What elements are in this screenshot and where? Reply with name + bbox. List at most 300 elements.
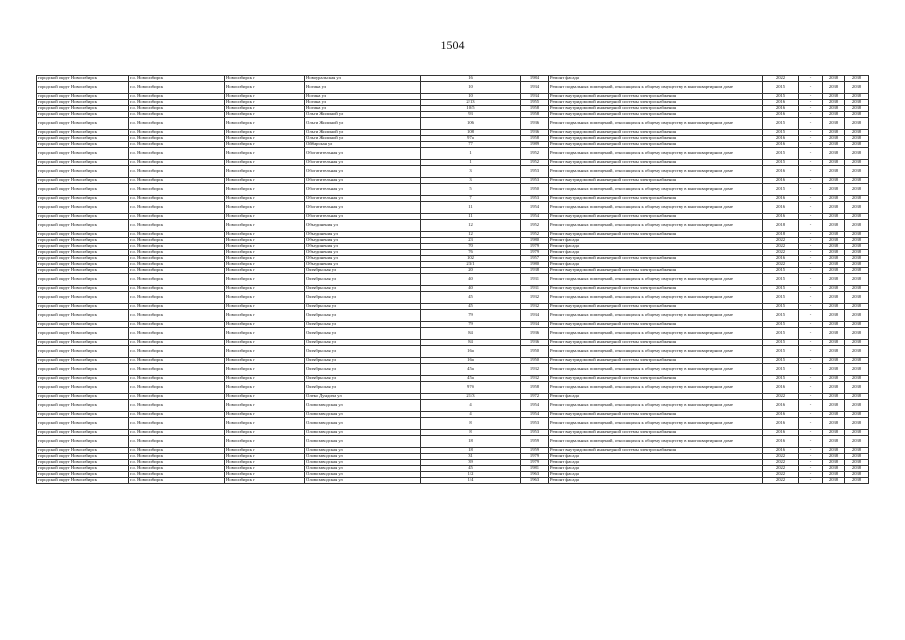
period-from-cell: 2038 <box>823 94 845 100</box>
work-type-cell: Ремонт внутридомовой инженерной системы электроснабжения <box>549 376 763 382</box>
house-number-cell: 31 <box>421 454 521 460</box>
municipality-cell: г.о. Новосибирск <box>129 136 225 142</box>
district-cell: городской округ Новосибирск <box>37 82 129 94</box>
work-type-cell: Ремонт фасада <box>549 244 763 250</box>
district-cell: городской округ Новосибирск <box>37 382 129 394</box>
year-built-cell: 1931 <box>521 286 549 292</box>
start-year-cell: 2016 <box>763 256 799 262</box>
start-year-cell: 2015 <box>763 310 799 322</box>
house-number-cell: 11 <box>421 214 521 220</box>
municipality-cell: г.о. Новосибирск <box>129 400 225 412</box>
table-row <box>37 274 869 286</box>
year-built-cell: 1953 <box>521 166 549 178</box>
table-row <box>37 184 869 196</box>
street-cell: Объединения ул <box>305 250 421 256</box>
year-built-cell: 1936 <box>521 328 549 340</box>
period-to-cell: 2038 <box>845 460 869 466</box>
house-number-cell: 40 <box>421 274 521 286</box>
municipality-cell: г.о. Новосибирск <box>129 100 225 106</box>
street-cell: Оловозаводская ул <box>305 400 421 412</box>
district-cell: городской округ Новосибирск <box>37 436 129 448</box>
house-number-cell: 1/2 <box>421 472 521 478</box>
dash-cell: - <box>799 130 823 136</box>
period-to-cell: 2038 <box>845 382 869 394</box>
street-cell: Ольги Жилиной ул <box>305 130 421 136</box>
year-built-cell: 1979 <box>521 250 549 256</box>
house-number-cell: 1 <box>421 148 521 160</box>
locality-cell: Новосибирск г <box>225 118 305 130</box>
table-row <box>37 148 869 160</box>
street-cell: Октябрьская ул <box>305 274 421 286</box>
year-built-cell: 1952 <box>521 160 549 166</box>
period-from-cell: 2038 <box>823 436 845 448</box>
period-to-cell: 2038 <box>845 412 869 418</box>
period-to-cell: 2038 <box>845 310 869 322</box>
period-to-cell: 2038 <box>845 160 869 166</box>
municipality-cell: г.о. Новосибирск <box>129 304 225 310</box>
district-cell: городской округ Новосибирск <box>37 478 129 484</box>
period-to-cell: 2038 <box>845 202 869 214</box>
work-type-cell: Ремонт подвальных помещений, относящихся к общему имуществу в многоквартирном доме <box>549 436 763 448</box>
period-from-cell: 2038 <box>823 418 845 430</box>
year-built-cell: 1958 <box>521 112 549 118</box>
period-from-cell: 2038 <box>823 358 845 364</box>
street-cell: Новоуральская ул <box>305 76 421 82</box>
municipality-cell: г.о. Новосибирск <box>129 244 225 250</box>
dash-cell: - <box>799 412 823 418</box>
street-cell: Обогатительная ул <box>305 160 421 166</box>
dash-cell: - <box>799 244 823 250</box>
start-year-cell: 2015 <box>763 118 799 130</box>
dash-cell: - <box>799 238 823 244</box>
municipality-cell: г.о. Новосибирск <box>129 340 225 346</box>
period-from-cell: 2038 <box>823 400 845 412</box>
year-built-cell: 1954 <box>521 202 549 214</box>
house-number-cell: 20 <box>421 268 521 274</box>
page-number: 1504 <box>440 38 465 52</box>
period-from-cell: 2038 <box>823 202 845 214</box>
dash-cell: - <box>799 322 823 328</box>
table-row <box>37 418 869 430</box>
municipality-cell: г.о. Новосибирск <box>129 82 225 94</box>
municipality-cell: г.о. Новосибирск <box>129 466 225 472</box>
dash-cell: - <box>799 100 823 106</box>
year-built-cell: 1979 <box>521 454 549 460</box>
house-number-cell: 45 <box>421 466 521 472</box>
period-to-cell: 2038 <box>845 304 869 310</box>
work-type-cell: Ремонт подвальных помещений, относящихся к общему имуществу в многоквартирном доме <box>549 400 763 412</box>
period-from-cell: 2038 <box>823 148 845 160</box>
house-number-cell: 1 <box>421 160 521 166</box>
district-cell: городской округ Новосибирск <box>37 136 129 142</box>
work-type-cell: Ремонт фасада <box>549 454 763 460</box>
locality-cell: Новосибирск г <box>225 292 305 304</box>
municipality-cell: г.о. Новосибирск <box>129 328 225 340</box>
locality-cell: Новосибирск г <box>225 454 305 460</box>
year-built-cell: 1979 <box>521 460 549 466</box>
start-year-cell: 2015 <box>763 148 799 160</box>
year-built-cell: 1958 <box>521 106 549 112</box>
locality-cell: Новосибирск г <box>225 418 305 430</box>
locality-cell: Новосибирск г <box>225 376 305 382</box>
house-number-cell: 3 <box>421 178 521 184</box>
period-from-cell: 2038 <box>823 244 845 250</box>
period-to-cell: 2038 <box>845 268 869 274</box>
work-type-cell: Ремонт внутридомовой инженерной системы электроснабжения <box>549 142 763 148</box>
period-to-cell: 2038 <box>845 76 869 82</box>
period-to-cell: 2038 <box>845 184 869 196</box>
locality-cell: Новосибирск г <box>225 166 305 178</box>
municipality-cell: г.о. Новосибирск <box>129 286 225 292</box>
work-type-cell: Ремонт внутридомовой инженерной системы электроснабжения <box>549 448 763 454</box>
start-year-cell: 2015 <box>763 376 799 382</box>
dash-cell: - <box>799 448 823 454</box>
period-from-cell: 2038 <box>823 196 845 202</box>
locality-cell: Новосибирск г <box>225 106 305 112</box>
house-number-cell: 23 <box>421 238 521 244</box>
period-to-cell: 2038 <box>845 448 869 454</box>
house-number-cell: 16а <box>421 346 521 358</box>
start-year-cell: 2022 <box>763 238 799 244</box>
district-cell: городской округ Новосибирск <box>37 166 129 178</box>
start-year-cell: 2022 <box>763 244 799 250</box>
locality-cell: Новосибирск г <box>225 238 305 244</box>
dash-cell: - <box>799 112 823 118</box>
house-number-cell: 18 <box>421 436 521 448</box>
period-to-cell: 2038 <box>845 472 869 478</box>
work-type-cell: Ремонт подвальных помещений, относящихся к общему имуществу в многоквартирном доме <box>549 292 763 304</box>
work-type-cell: Ремонт подвальных помещений, относящихся к общему имуществу в многоквартирном доме <box>549 184 763 196</box>
period-from-cell: 2038 <box>823 328 845 340</box>
street-cell: Оловозаводская ул <box>305 436 421 448</box>
municipality-cell: г.о. Новосибирск <box>129 196 225 202</box>
municipality-cell: г.о. Новосибирск <box>129 412 225 418</box>
period-to-cell: 2038 <box>845 376 869 382</box>
dash-cell: - <box>799 166 823 178</box>
period-from-cell: 2038 <box>823 214 845 220</box>
work-type-cell: Ремонт подвальных помещений, относящихся к общему имуществу в многоквартирном доме <box>549 328 763 340</box>
locality-cell: Новосибирск г <box>225 76 305 82</box>
year-built-cell: 1938 <box>521 268 549 274</box>
work-type-cell: Ремонт внутридомовой инженерной системы электроснабжения <box>549 256 763 262</box>
municipality-cell: г.о. Новосибирск <box>129 454 225 460</box>
locality-cell: Новосибирск г <box>225 328 305 340</box>
year-built-cell: 1932 <box>521 292 549 304</box>
start-year-cell: 2015 <box>763 130 799 136</box>
period-to-cell: 2038 <box>845 82 869 94</box>
municipality-cell: г.о. Новосибирск <box>129 220 225 232</box>
period-to-cell: 2038 <box>845 250 869 256</box>
street-cell: Оловозаводская ул <box>305 418 421 430</box>
start-year-cell: 2016 <box>763 142 799 148</box>
table-row <box>37 82 869 94</box>
year-built-cell: 1934 <box>521 310 549 322</box>
house-number-cell: 21/3 <box>421 394 521 400</box>
year-built-cell: 1934 <box>521 94 549 100</box>
work-type-cell: Ремонт подвальных помещений, относящихся к общему имуществу в многоквартирном доме <box>549 82 763 94</box>
house-number-cell: 7 <box>421 196 521 202</box>
period-to-cell: 2038 <box>845 118 869 130</box>
year-built-cell: 1959 <box>521 448 549 454</box>
district-cell: городской округ Новосибирск <box>37 328 129 340</box>
period-to-cell: 2038 <box>845 274 869 286</box>
district-cell: городской округ Новосибирск <box>37 256 129 262</box>
period-from-cell: 2038 <box>823 100 845 106</box>
locality-cell: Новосибирск г <box>225 262 305 268</box>
year-built-cell: 1980 <box>521 238 549 244</box>
year-built-cell: 1958 <box>521 382 549 394</box>
year-built-cell: 1980 <box>521 262 549 268</box>
period-to-cell: 2038 <box>845 244 869 250</box>
year-built-cell: 1989 <box>521 142 549 148</box>
start-year-cell: 2015 <box>763 82 799 94</box>
work-type-cell: Ремонт внутридомовой инженерной системы электроснабжения <box>549 136 763 142</box>
municipality-cell: г.о. Новосибирск <box>129 436 225 448</box>
municipality-cell: г.о. Новосибирск <box>129 106 225 112</box>
district-cell: городской округ Новосибирск <box>37 112 129 118</box>
dash-cell: - <box>799 286 823 292</box>
period-from-cell: 2038 <box>823 460 845 466</box>
period-to-cell: 2038 <box>845 232 869 238</box>
start-year-cell: 2016 <box>763 166 799 178</box>
street-cell: Октябрьская ул <box>305 358 421 364</box>
dash-cell: - <box>799 418 823 430</box>
table-row <box>37 202 869 214</box>
locality-cell: Новосибирск г <box>225 400 305 412</box>
street-cell: Ольги Жилиной ул <box>305 136 421 142</box>
house-number-cell: 84 <box>421 328 521 340</box>
street-cell: Ольги Жилиной ул <box>305 112 421 118</box>
locality-cell: Новосибирск г <box>225 250 305 256</box>
dash-cell: - <box>799 262 823 268</box>
dash-cell: - <box>799 142 823 148</box>
work-type-cell: Ремонт подвальных помещений, относящихся к общему имуществу в многоквартирном доме <box>549 310 763 322</box>
district-cell: городской округ Новосибирск <box>37 322 129 328</box>
year-built-cell: 1963 <box>521 472 549 478</box>
municipality-cell: г.о. Новосибирск <box>129 184 225 196</box>
dash-cell: - <box>799 82 823 94</box>
street-cell: Объединения ул <box>305 232 421 238</box>
work-type-cell: Ремонт подвальных помещений, относящихся к общему имуществу в многоквартирном доме <box>549 418 763 430</box>
dash-cell: - <box>799 460 823 466</box>
start-year-cell: 2015 <box>763 322 799 328</box>
house-number-cell: 10 <box>421 82 521 94</box>
house-number-cell: 16а <box>421 358 521 364</box>
dash-cell: - <box>799 94 823 100</box>
district-cell: городской округ Новосибирск <box>37 202 129 214</box>
dash-cell: - <box>799 256 823 262</box>
dash-cell: - <box>799 436 823 448</box>
locality-cell: Новосибирск г <box>225 130 305 136</box>
year-built-cell: 1950 <box>521 184 549 196</box>
start-year-cell: 2022 <box>763 76 799 82</box>
start-year-cell: 2016 <box>763 178 799 184</box>
period-to-cell: 2038 <box>845 148 869 160</box>
period-to-cell: 2038 <box>845 136 869 142</box>
street-cell: Оловозаводская ул <box>305 412 421 418</box>
street-cell: Октябрьская ул <box>305 340 421 346</box>
locality-cell: Новосибирск г <box>225 220 305 232</box>
municipality-cell: г.о. Новосибирск <box>129 202 225 214</box>
house-number-cell: 8 <box>421 430 521 436</box>
dash-cell: - <box>799 364 823 376</box>
locality-cell: Новосибирск г <box>225 196 305 202</box>
locality-cell: Новосибирск г <box>225 304 305 310</box>
year-built-cell: 1958 <box>521 136 549 142</box>
street-cell: Олеко Дундича ул <box>305 394 421 400</box>
street-cell: Обогатительная ул <box>305 148 421 160</box>
district-cell: городской округ Новосибирск <box>37 292 129 304</box>
district-cell: городской округ Новосибирск <box>37 400 129 412</box>
district-cell: городской округ Новосибирск <box>37 76 129 82</box>
street-cell: Октябрьская ул <box>305 328 421 340</box>
dash-cell: - <box>799 292 823 304</box>
period-from-cell: 2038 <box>823 472 845 478</box>
house-number-cell: 2/13 <box>421 100 521 106</box>
district-cell: городской округ Новосибирск <box>37 466 129 472</box>
municipality-cell: г.о. Новосибирск <box>129 448 225 454</box>
dash-cell: - <box>799 340 823 346</box>
locality-cell: Новосибирск г <box>225 268 305 274</box>
year-built-cell: 1952 <box>521 148 549 160</box>
work-type-cell: Ремонт внутридомовой инженерной системы электроснабжения <box>549 94 763 100</box>
street-cell: Октябрьская ул <box>305 364 421 376</box>
street-cell: Ольги Жилиной ул <box>305 118 421 130</box>
dash-cell: - <box>799 376 823 382</box>
district-cell: городской округ Новосибирск <box>37 286 129 292</box>
street-cell: Оловозаводская ул <box>305 478 421 484</box>
period-from-cell: 2038 <box>823 262 845 268</box>
work-type-cell: Ремонт внутридомовой инженерной системы электроснабжения <box>549 178 763 184</box>
district-cell: городской округ Новосибирск <box>37 196 129 202</box>
locality-cell: Новосибирск г <box>225 100 305 106</box>
dash-cell: - <box>799 214 823 220</box>
work-type-cell: Ремонт внутридомовой инженерной системы электроснабжения <box>549 214 763 220</box>
municipality-cell: г.о. Новосибирск <box>129 112 225 118</box>
dash-cell: - <box>799 196 823 202</box>
street-cell: Объединения ул <box>305 238 421 244</box>
street-cell: Объединения ул <box>305 262 421 268</box>
house-number-cell: 84 <box>421 340 521 346</box>
year-built-cell: 1959 <box>521 436 549 448</box>
municipality-cell: г.о. Новосибирск <box>129 232 225 238</box>
locality-cell: Новосибирск г <box>225 364 305 376</box>
period-from-cell: 2038 <box>823 184 845 196</box>
locality-cell: Новосибирск г <box>225 358 305 364</box>
work-type-cell: Ремонт подвальных помещений, относящихся к общему имуществу в многоквартирном доме <box>549 148 763 160</box>
district-cell: городской округ Новосибирск <box>37 160 129 166</box>
year-built-cell: 1936 <box>521 118 549 130</box>
period-from-cell: 2038 <box>823 130 845 136</box>
period-from-cell: 2038 <box>823 250 845 256</box>
period-from-cell: 2038 <box>823 448 845 454</box>
year-built-cell: 1950 <box>521 358 549 364</box>
locality-cell: Новосибирск г <box>225 478 305 484</box>
street-cell: Обогатительная ул <box>305 196 421 202</box>
period-from-cell: 2038 <box>823 412 845 418</box>
period-from-cell: 2038 <box>823 268 845 274</box>
street-cell: Ногина ул <box>305 82 421 94</box>
municipality-cell: г.о. Новосибирск <box>129 262 225 268</box>
period-from-cell: 2038 <box>823 364 845 376</box>
work-type-cell: Ремонт фасада <box>549 394 763 400</box>
district-cell: городской округ Новосибирск <box>37 304 129 310</box>
district-cell: городской округ Новосибирск <box>37 340 129 346</box>
street-cell: Октябрьская ул <box>305 382 421 394</box>
start-year-cell: 2015 <box>763 268 799 274</box>
table-row <box>37 328 869 340</box>
work-type-cell: Ремонт внутридомовой инженерной системы электроснабжения <box>549 106 763 112</box>
period-to-cell: 2038 <box>845 130 869 136</box>
locality-cell: Новосибирск г <box>225 232 305 238</box>
work-type-cell: Ремонт внутридомовой инженерной системы электроснабжения <box>549 340 763 346</box>
work-type-cell: Ремонт подвальных помещений, относящихся к общему имуществу в многоквартирном доме <box>549 202 763 214</box>
period-to-cell: 2038 <box>845 340 869 346</box>
house-number-cell: 97б <box>421 382 521 394</box>
street-cell: Октябрьская ул <box>305 304 421 310</box>
year-built-cell: 1955 <box>521 100 549 106</box>
locality-cell: Новосибирск г <box>225 394 305 400</box>
dash-cell: - <box>799 118 823 130</box>
dash-cell: - <box>799 160 823 166</box>
start-year-cell: 2015 <box>763 358 799 364</box>
period-from-cell: 2038 <box>823 106 845 112</box>
locality-cell: Новосибирск г <box>225 472 305 478</box>
period-to-cell: 2038 <box>845 214 869 220</box>
locality-cell: Новосибирск г <box>225 184 305 196</box>
period-from-cell: 2038 <box>823 112 845 118</box>
municipality-cell: г.о. Новосибирск <box>129 310 225 322</box>
period-from-cell: 2038 <box>823 166 845 178</box>
year-built-cell: 1957 <box>521 256 549 262</box>
period-from-cell: 2038 <box>823 220 845 232</box>
period-to-cell: 2038 <box>845 478 869 484</box>
dash-cell: - <box>799 472 823 478</box>
locality-cell: Новосибирск г <box>225 286 305 292</box>
street-cell: Ногина ул <box>305 100 421 106</box>
house-number-cell: 45а <box>421 364 521 376</box>
work-type-cell: Ремонт внутридомовой инженерной системы электроснабжения <box>549 160 763 166</box>
district-cell: городской округ Новосибирск <box>37 364 129 376</box>
locality-cell: Новосибирск г <box>225 214 305 220</box>
period-to-cell: 2038 <box>845 466 869 472</box>
dash-cell: - <box>799 136 823 142</box>
table-row <box>37 346 869 358</box>
period-to-cell: 2038 <box>845 262 869 268</box>
start-year-cell: 2016 <box>763 106 799 112</box>
locality-cell: Новосибирск г <box>225 178 305 184</box>
municipality-cell: г.о. Новосибирск <box>129 118 225 130</box>
period-to-cell: 2038 <box>845 220 869 232</box>
start-year-cell: 2015 <box>763 286 799 292</box>
period-to-cell: 2038 <box>845 196 869 202</box>
house-number-cell: 8 <box>421 418 521 430</box>
house-number-cell: 93 <box>421 112 521 118</box>
street-cell: Ногина ул <box>305 94 421 100</box>
street-cell: Октябрьская ул <box>305 268 421 274</box>
work-type-cell: Ремонт подвальных помещений, относящихся к общему имуществу в многоквартирном доме <box>549 220 763 232</box>
locality-cell: Новосибирск г <box>225 322 305 328</box>
start-year-cell: 2016 <box>763 400 799 412</box>
locality-cell: Новосибирск г <box>225 136 305 142</box>
street-cell: Октябрьская ул <box>305 376 421 382</box>
street-cell: Оловозаводская ул <box>305 454 421 460</box>
start-year-cell: 2015 <box>763 94 799 100</box>
year-built-cell: 1936 <box>521 130 549 136</box>
work-type-cell: Ремонт подвальных помещений, относящихся к общему имуществу в многоквартирном доме <box>549 346 763 358</box>
start-year-cell: 2016 <box>763 202 799 214</box>
period-from-cell: 2038 <box>823 142 845 148</box>
